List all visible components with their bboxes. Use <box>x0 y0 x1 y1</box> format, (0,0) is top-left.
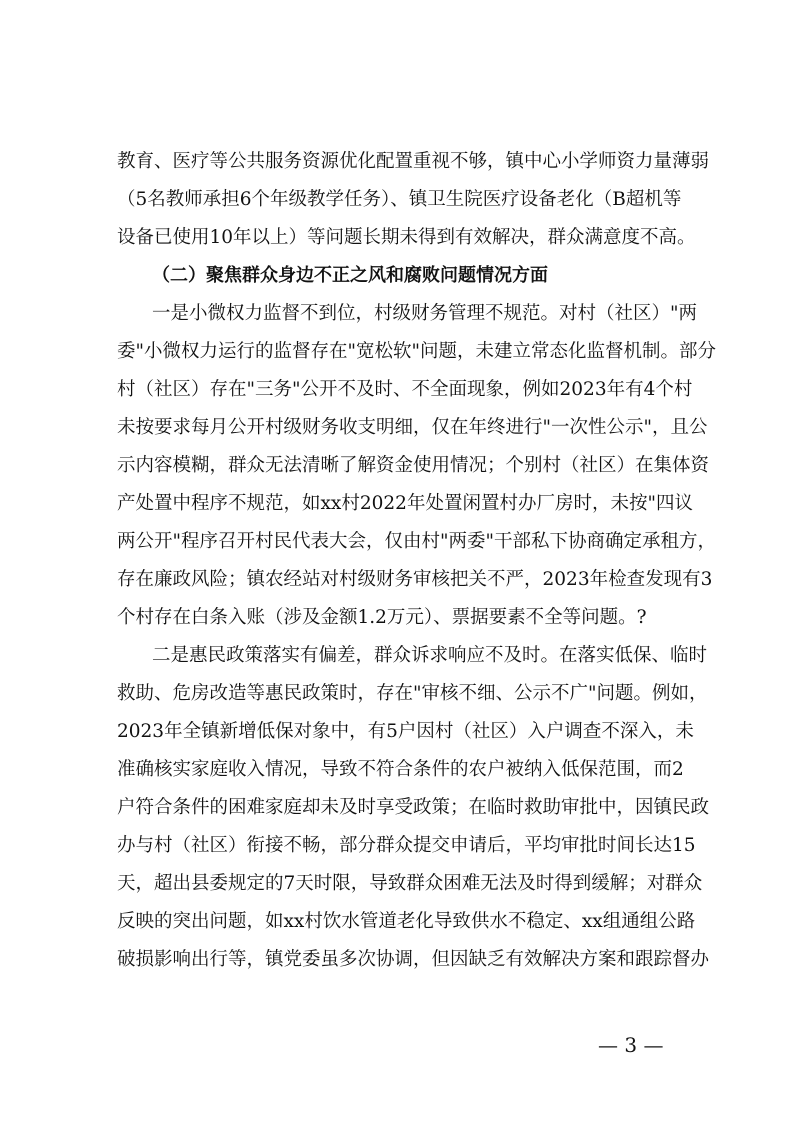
body-line: 办与村（社区）衔接不畅，部分群众提交申请后，平均审批时间长达15 <box>117 835 696 856</box>
body-line: 2023年全镇新增低保对象中，有5户因村（社区）入户调查不深入，未 <box>117 721 694 742</box>
body-line: 户符合条件的困难家庭却未及时享受政策；在临时救助审批中，因镇民政 <box>117 797 710 818</box>
body-line: 反映的突出问题，如xx村饮水管道老化导致供水不稳定、xx组通组公路 <box>117 911 696 932</box>
body-line: 设备已使用10年以上）等问题长期未得到有效解决，群众满意度不高。 <box>117 227 696 248</box>
body-line: 委"小微权力运行的监督存在"宽松软"问题，未建立常态化监督机制。部分 <box>117 341 717 362</box>
body-line: 两公开"程序召开村民代表大会，仅由村"两委"干部私下协商确定承租方， <box>117 531 717 552</box>
body-line: 破损影响出行等，镇党委虽多次协调，但因缺乏有效解决方案和跟踪督办 <box>117 949 710 970</box>
body-line: 天，超出县委规定的7天时限，导致群众困难无法及时得到缓解；对群众 <box>117 873 703 894</box>
body-line: 村（社区）存在"三务"公开不及时、不全面现象，例如2023年有4个村 <box>117 379 693 400</box>
body-line: 教育、医疗等公共服务资源优化配置重视不够，镇中心小学师资力量薄弱 <box>117 151 710 172</box>
body-line: 准确核实家庭收入情况，导致不符合条件的农户被纳入低保范围，而2 <box>117 759 684 780</box>
body-line: 示内容模糊，群众无法清晰了解资金使用情况；个别村（社区）在集体资 <box>117 455 710 476</box>
paragraph-first-line: 二是惠民政策落实有偏差，群众诉求响应不及时。在落实低保、临时 <box>152 645 708 666</box>
page-number: — 3 — <box>598 1033 664 1057</box>
body-line: 救助、危房改造等惠民政策时，存在"审核不细、公示不广"问题。例如， <box>117 683 708 704</box>
paragraph-first-line: 一是小微权力监督不到位，村级财务管理不规范。对村（社区）"两 <box>152 303 698 324</box>
body-line: 存在廉政风险；镇农经站对村级财务审核把关不严，2023年检查发现有3 <box>117 569 713 590</box>
body-line: 未按要求每月公开村级财务收支明细，仅在年终进行"一次性公示"，且公 <box>117 417 708 438</box>
body-line: （5名教师承担6个年级教学任务）、镇卫生院医疗设备老化（B超机等 <box>117 189 682 210</box>
body-line: 个村存在白条入账（涉及金额1.2万元）、票据要素不全等问题。? <box>117 607 647 628</box>
body-line: 产处置中程序不规范，如xx村2022年处置闲置村办厂房时，未按"四议 <box>117 493 693 514</box>
section-heading: （二）聚焦群众身边不正之风和腐败问题情况方面 <box>152 265 548 286</box>
